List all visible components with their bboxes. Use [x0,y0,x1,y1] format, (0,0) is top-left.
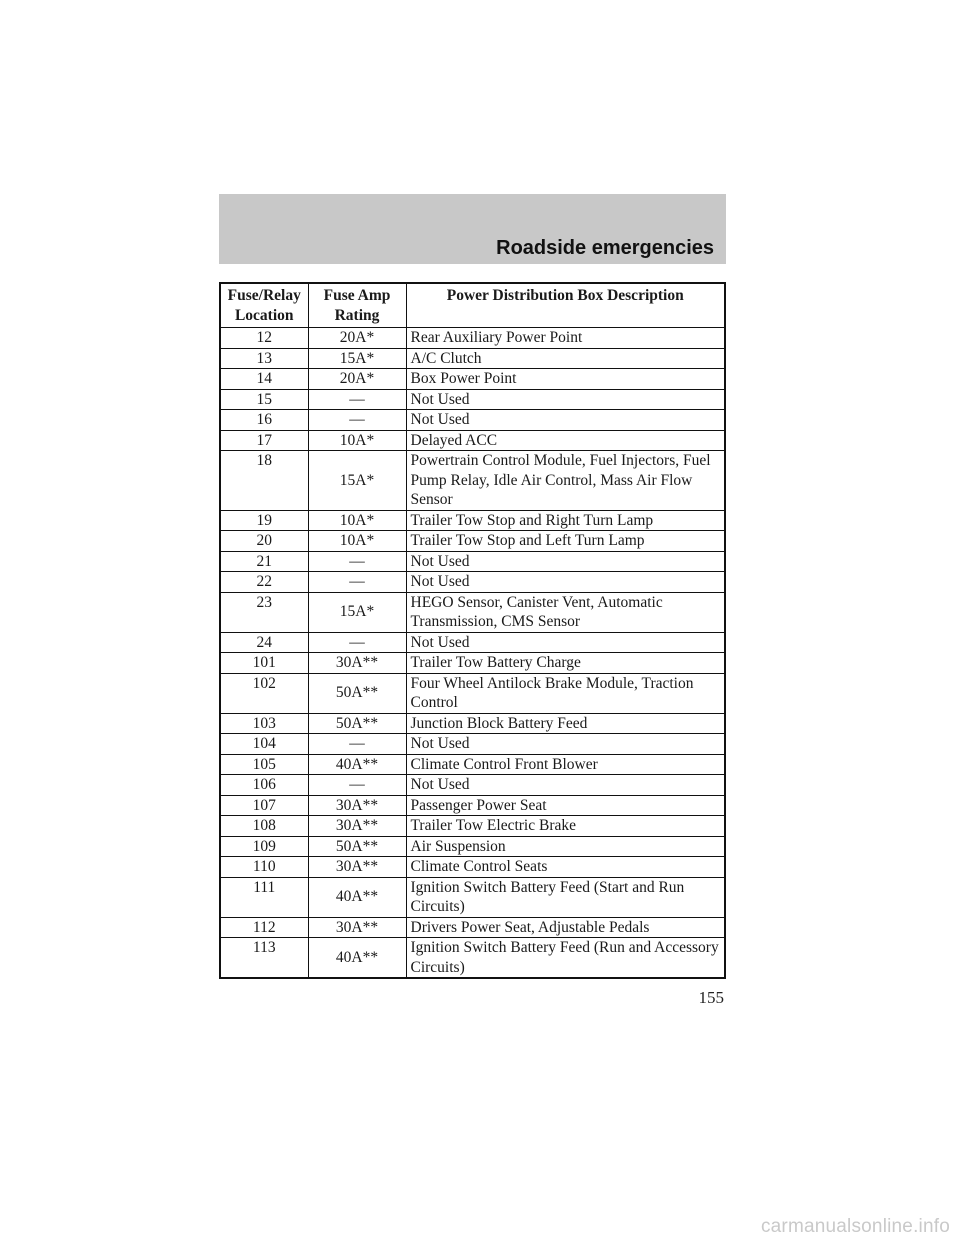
fuse-amp-cell: 40A** [308,938,406,979]
fuse-location-cell: 20 [220,531,308,552]
fuse-amp-cell: 40A** [308,877,406,917]
fuse-description-cell: Not Used [406,775,725,796]
table-header-row [220,283,725,328]
fuse-amp-cell: 50A** [308,673,406,713]
table-row [220,938,725,979]
fuse-amp-cell: 50A** [308,836,406,857]
fuse-description-cell: Box Power Point [406,369,725,390]
fuse-amp-cell: 50A** [308,713,406,734]
table-row [220,531,725,552]
fuse-description-cell: Drivers Power Seat, Adjustable Pedals [406,917,725,938]
fuse-location-cell: 21 [220,551,308,572]
fuse-description-cell: Four Wheel Antilock Brake Module, Traction Control [406,673,725,713]
fuse-amp-cell: 30A** [308,857,406,878]
fuse-amp-cell: 10A* [308,430,406,451]
table-row [220,328,725,349]
fuse-location-cell: 23 [220,592,308,632]
column-header-amp: Fuse Amp Rating [308,283,406,328]
fuse-location-cell: 19 [220,510,308,531]
table-row [220,632,725,653]
table-row [220,754,725,775]
column-header-description: Power Distribution Box Description [406,283,725,328]
fuse-description-cell: Delayed ACC [406,430,725,451]
fuse-amp-cell: 30A** [308,653,406,674]
fuse-amp-cell: — [308,775,406,796]
fuse-location-cell: 108 [220,816,308,837]
fuse-amp-cell: 30A** [308,795,406,816]
fuse-location-cell: 18 [220,451,308,511]
table-row [220,572,725,593]
fuse-description-cell: Powertrain Control Module, Fuel Injectors, Fuel Pump Relay, Idle Air Control, Mass Air Flow Sensor [406,451,725,511]
fuse-amp-cell: 15A* [308,592,406,632]
fuse-location-cell: 14 [220,369,308,390]
fuse-amp-cell: 15A* [308,451,406,511]
fuse-description-cell: Trailer Tow Battery Charge [406,653,725,674]
table-row [220,734,725,755]
fuse-amp-cell: 30A** [308,816,406,837]
fuse-description-cell: Air Suspension [406,836,725,857]
fuse-location-cell: 106 [220,775,308,796]
fuse-description-cell: Not Used [406,734,725,755]
fuse-description-cell: Passenger Power Seat [406,795,725,816]
table-row [220,389,725,410]
fuse-location-cell: 103 [220,713,308,734]
fuse-location-cell: 16 [220,410,308,431]
fuse-description-cell: Junction Block Battery Feed [406,713,725,734]
fuse-description-cell: Trailer Tow Stop and Right Turn Lamp [406,510,725,531]
table-row [220,673,725,713]
table-row [220,430,725,451]
table-row [220,775,725,796]
fuse-amp-cell: 40A** [308,754,406,775]
fuse-description-cell: Not Used [406,410,725,431]
fuse-amp-cell: — [308,389,406,410]
fuse-amp-cell: 10A* [308,510,406,531]
section-title: Roadside emergencies [496,237,714,259]
fuse-location-cell: 105 [220,754,308,775]
table-row [220,369,725,390]
fuse-amp-cell: 20A* [308,369,406,390]
table-row [220,592,725,632]
fuse-location-cell: 104 [220,734,308,755]
section-header-band [219,194,726,264]
fuse-location-cell: 109 [220,836,308,857]
fuse-location-cell: 107 [220,795,308,816]
table-row [220,795,725,816]
fuse-location-cell: 12 [220,328,308,349]
page-number: 155 [698,988,724,1007]
fuse-location-cell: 112 [220,917,308,938]
fuse-description-cell: Trailer Tow Electric Brake [406,816,725,837]
table-row [220,816,725,837]
fuse-amp-cell: — [308,632,406,653]
fuse-location-cell: 24 [220,632,308,653]
table-row [220,510,725,531]
fuse-description-cell: Not Used [406,551,725,572]
fuse-location-cell: 111 [220,877,308,917]
fuse-table [219,282,726,979]
fuse-amp-cell: 10A* [308,531,406,552]
table-row [220,877,725,917]
fuse-location-cell: 101 [220,653,308,674]
column-header-location: Fuse/Relay Location [220,283,308,328]
table-body [220,328,725,979]
fuse-description-cell: A/C Clutch [406,348,725,369]
fuse-amp-cell: 20A* [308,328,406,349]
fuse-amp-cell: 30A** [308,917,406,938]
fuse-location-cell: 15 [220,389,308,410]
fuse-description-cell: Not Used [406,389,725,410]
fuse-description-cell: Not Used [406,572,725,593]
table-row [220,551,725,572]
watermark: carmanualsonline.info [760,1216,950,1237]
table-row [220,713,725,734]
fuse-location-cell: 22 [220,572,308,593]
fuse-description-cell: Rear Auxiliary Power Point [406,328,725,349]
table-row [220,653,725,674]
fuse-amp-cell: — [308,572,406,593]
fuse-amp-cell: 15A* [308,348,406,369]
fuse-description-cell: Not Used [406,632,725,653]
table-row [220,917,725,938]
table-row [220,348,725,369]
table-row [220,410,725,431]
fuse-location-cell: 102 [220,673,308,713]
fuse-description-cell: Ignition Switch Battery Feed (Run and Accessory Circuits) [406,938,725,979]
fuse-location-cell: 113 [220,938,308,979]
fuse-amp-cell: — [308,734,406,755]
fuse-amp-cell: — [308,410,406,431]
fuse-description-cell: Ignition Switch Battery Feed (Start and Run Circuits) [406,877,725,917]
table-row [220,857,725,878]
fuse-amp-cell: — [308,551,406,572]
fuse-location-cell: 110 [220,857,308,878]
table-row [220,451,725,511]
table-row [220,836,725,857]
fuse-description-cell: HEGO Sensor, Canister Vent, Automatic Transmission, CMS Sensor [406,592,725,632]
fuse-description-cell: Trailer Tow Stop and Left Turn Lamp [406,531,725,552]
fuse-description-cell: Climate Control Front Blower [406,754,725,775]
fuse-description-cell: Climate Control Seats [406,857,725,878]
fuse-location-cell: 17 [220,430,308,451]
fuse-location-cell: 13 [220,348,308,369]
